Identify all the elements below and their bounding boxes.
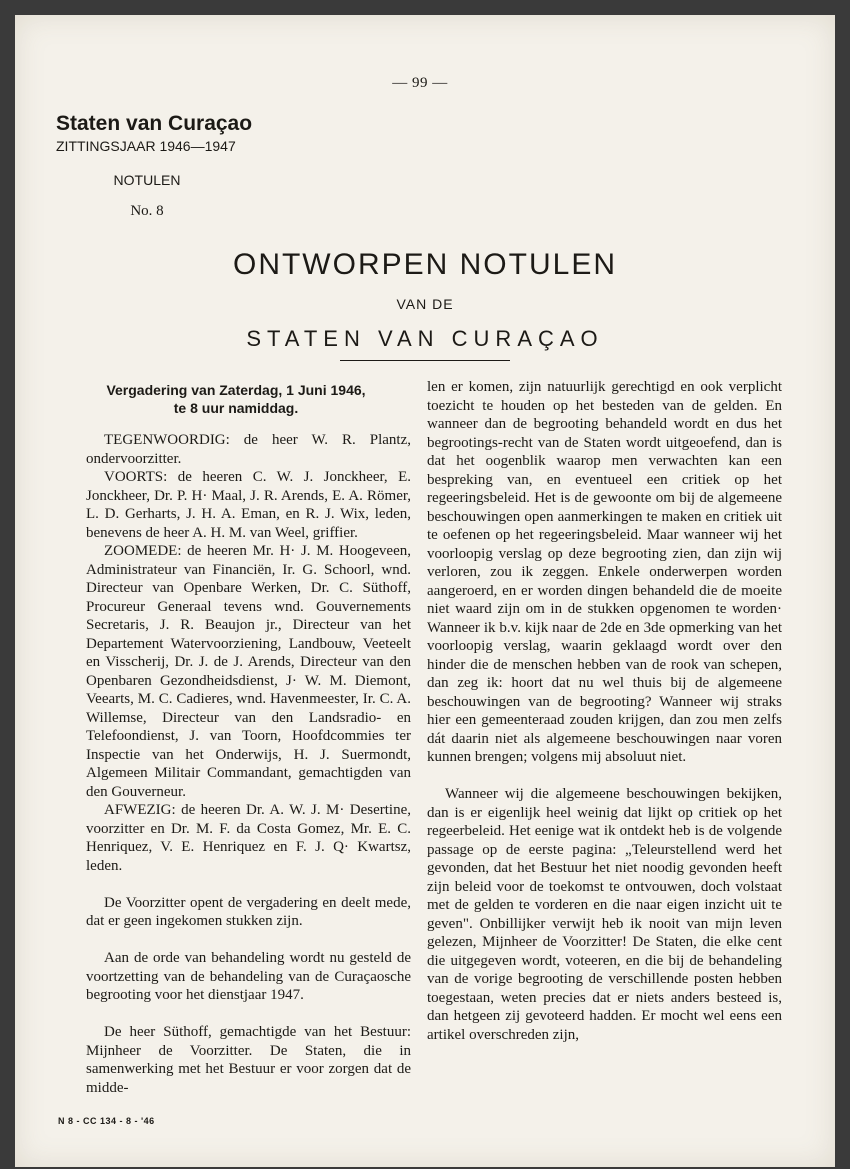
paragraph: De Voorzitter opent de vergadering en deelt mede, dat er geen ingekomen stukken zijn.: [86, 894, 411, 929]
right-column: [427, 378, 782, 1044]
title-connector: VAN DE: [396, 296, 454, 312]
paragraph: TEGENWOORDIG: de heer W. R. Plantz, ondervoorzitter.: [86, 432, 411, 467]
print-code: N 8 - CC 134 - 8 - '46: [58, 1116, 155, 1126]
left-column: [86, 431, 411, 1097]
main-title: ONTWORPEN NOTULEN: [232, 248, 617, 281]
meeting-time-line: te 8 uur namiddag.: [173, 400, 299, 416]
paragraph: len er komen, zijn natuurlijk gerechtigd en ook verplicht toezicht te houden op het besteden van de gelden. En wanneer dan de begrooting behandeld wordt en dus het begrootings-recht van de Staten wordt uitgeoefend, dan is dat het oogenblik waarop men verwachten kan een bespreking van, en eventueel een critiek op het regeeringsbeleid. Het is de gewoonte om bij de algemeene beschouwingen open aanmerkingen te maken en critiek uit te oefenen op het regeeringsbeleid. Maar wanneer wij het voorloopig verslag op deze begrooting zien, dan zijn wij verloren, zou ik zeggen. Enkele onderwerpen worden aangeroerd, en er worden dingen behandeld die de moeite niet waard zijn om in de stukken opgenomen te worden· Wanneer ik b.v. kijk naar de 2de en 3de opmerking van het voorloopig verslag, waarin geklaagd wordt over den hinder die de menschen hebben van de rook van schepen, dan zeg ik: hoort dat nu wel thuis bij de algemeene beschouwingen van de begrooting? Wanneer wij straks hier een gemeenteraad zouden krijgen, dan zou men zelfs dát daarin niet als algemeene beschouwingen naar voren kunnen brengen; volgens mij absoluut niet.: [427, 379, 782, 765]
meeting-heading: [86, 381, 386, 417]
paragraph: VOORTS: de heeren C. W. J. Jonckheer, E. Jonckheer, Dr. P. H· Maal, J. R. Arends, E. A. Römer, L. D. Gerharts, J. H. A. Eman, en R. J. Wix, leden, benevens de heer A. H. M. van Weel, griffier.: [86, 469, 411, 541]
meeting-date-line: Vergadering van Zaterdag, 1 Juni 1946,: [106, 382, 366, 398]
title-underline: [340, 360, 510, 361]
header-title: Staten van Curaçao: [56, 112, 253, 135]
paragraph: AFWEZIG: de heeren Dr. A. W. J. M· Desertine, voorzitter en Dr. M. F. da Costa Gomez, Mr. E. C. Henriquez, V. E. Henriquez en F. J. Q· Kwartsz, leden.: [86, 802, 411, 874]
page-number: — 99 —: [392, 75, 448, 91]
subtitle: STATEN VAN CURAÇAO: [246, 326, 604, 351]
paragraph: Aan de orde van behandeling wordt nu gesteld de voortzetting van de behandeling van de Curaçaosche begrooting voor het dienstjaar 1947.: [86, 950, 411, 1003]
header-session: ZITTINGSJAAR 1946—1947: [56, 138, 236, 154]
paragraph: De heer Süthoff, gemachtigde van het Bestuur: Mijnheer de Voorzitter. De Staten, die in samenwerking met het Bestuur er voor zorgen dat de midde-: [86, 1024, 411, 1096]
header-number: No. 8: [130, 203, 164, 219]
paragraph: Wanneer wij die algemeene beschouwingen bekijken, dan is er eigenlijk heel weinig dat lijkt op critiek op het regeerbeleid. Het eenige wat ik ontdekt heb is de volgende passage op de eerste pagina: „Teleurstellend werd het gevonden, dat het Bestuur het niet noodig gevonden heeft zijn beleid voor de toekomst te ontvouwen, doch volstaat met de gelden te vorderen en die naar eigen inzicht uit te geven". Onbillijker verwijt heb ik nooit van mijn leven gelezen, Mijnheer de Voorzitter! De Staten, die elke cent die uitgegeven wordt, voteeren, en die bij de behandeling van de vorige begrooting de verschillende posten hebben toegestaan, weten precies dat er niets anders besteed is, dan hetgeen zij gevoteerd hadden. Er mocht wel eens een artikel overschreden zijn,: [427, 786, 782, 1043]
header-section: NOTULEN: [113, 172, 181, 188]
paragraph: ZOOMEDE: de heeren Mr. H· J. M. Hoogeveen, Administrateur van Financiën, Ir. G. Schoorl, wnd. Directeur van Openbare Werken, Dr. C. Süthoff, Procureur Generaal tevens wnd. Gouvernements Secretaris, J. R. Beaujon jr., Directeur van het Departement Watervoorziening, Landbouw, Veeteelt en Visscherij, Dr. J. de J. Arends, Directeur van den Openbaren Gezondheidsdienst, J· W. M. Diemont, Veearts, M. C. Cadieres, wnd. Havenmeester, Ir. C. A. Willemse, Directeur van den Landsradio- en Telefoondienst, J. van Toorn, Hoofdcommies ter Inspectie van het Onderwijs, H. J. Suermondt, Algemeen Militair Commandant, gemachtigden van den Gouverneur.: [86, 543, 411, 800]
